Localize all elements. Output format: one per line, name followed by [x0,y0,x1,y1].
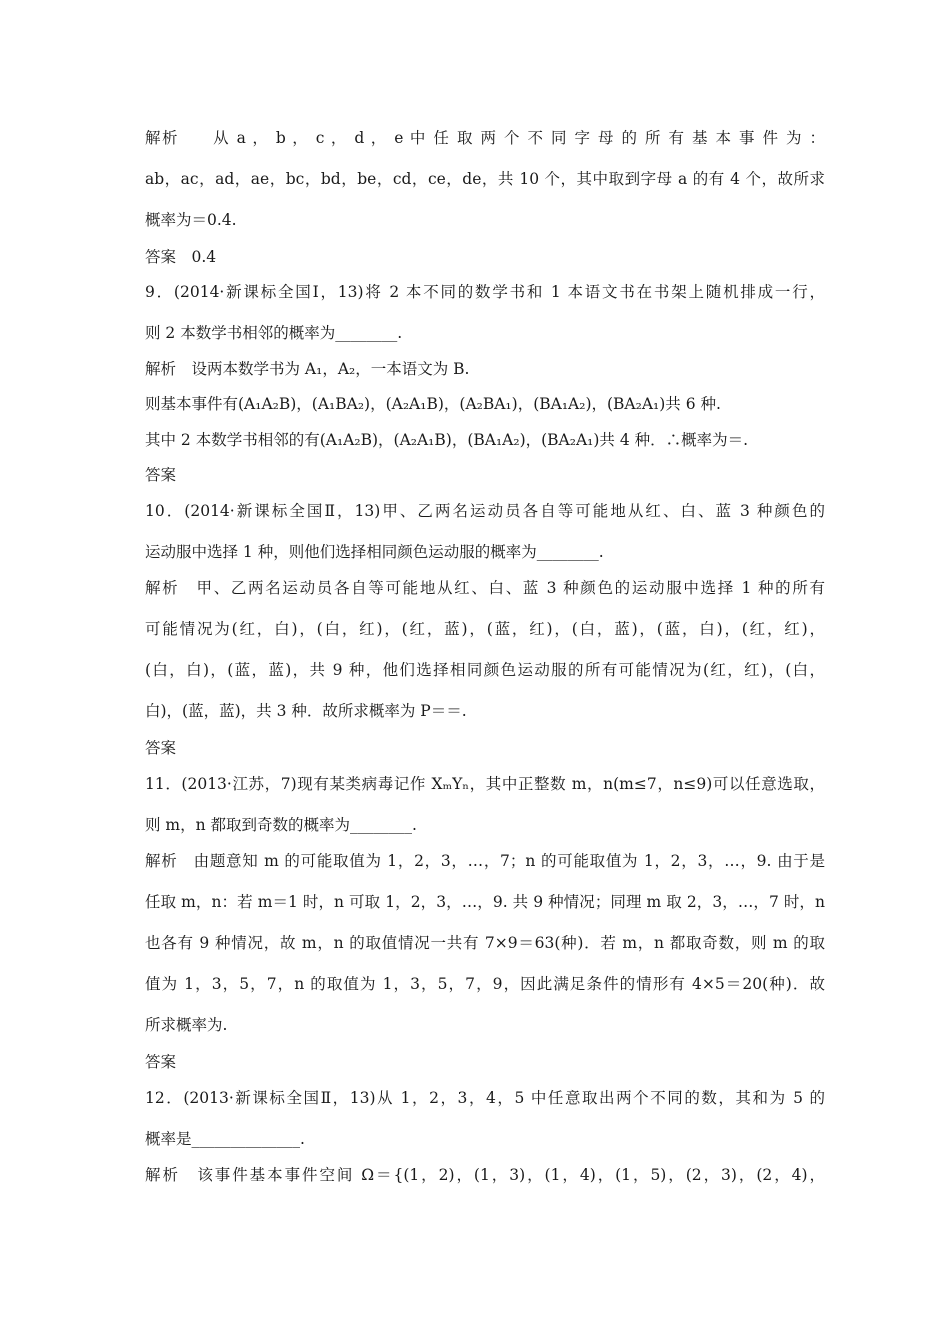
text-line: 则基本事件有(A₁A₂B)，(A₁BA₂)，(A₂A₁B)，(A₂BA₁)，(BA₁A₂)，(BA₂A₁)共 6 种. [145,395,721,413]
text-line: 白)，(蓝，蓝)，共 3 种．故所求概率为 P＝＝. [145,702,467,720]
text-line: 解析 由题意知 m 的可能取值为 1，2，3，…，7；n 的可能取值为 1，2，3，…，9. 由于是 [145,852,825,870]
question-line: 11．(2013·江苏，7)现有某类病毒记作 XₘYₙ，其中正整数 m，n(m≤7，n≤9)可以任意选取， [145,775,825,793]
text-line: 所求概率为. [145,1016,228,1034]
text-line: ab，ac，ad，ae，bc，bd，be，cd，ce，de，共 10 个，其中取到字母 a 的有 4 个，故所求 [145,170,825,188]
text-line: 值为 1，3，5，7，n 的取值为 1，3，5，7，9，因此满足条件的情形有 4×5＝20(种)．故 [145,975,825,993]
text-line: 可能情况为(红，白)，(白，红)，(红，蓝)，(蓝，红)，(白，蓝)，(蓝，白)，(红，红)， [145,620,825,638]
text-line: 解析 该事件基本事件空间 Ω＝{(1，2)，(1，3)，(1，4)，(1，5)，(2，3)，(2，4)， [145,1166,825,1184]
question-line: 运动服中选择 1 种，则他们选择相同颜色运动服的概率为________. [145,543,604,561]
question-line: 则 2 本数学书相邻的概率为________. [145,324,403,342]
text-line: 也各有 9 种情况，故 m，n 的取值情况一共有 7×9＝63(种)．若 m，n 都取奇数，则 m 的取 [145,934,825,952]
text-line: 解析 从 a ， b ， c ， d ， e 中 任 取 两 个 不 同 字 母 的 所 有 基 本 事 件 为 ： [145,129,825,147]
question-line: 12．(2013·新课标全国Ⅱ，13)从 1，2，3，4，5 中任意取出两个不同的数，其和为 5 的 [145,1089,825,1107]
question-line: 9．(2014·新课标全国Ⅰ，13)将 2 本不同的数学书和 1 本语文书在书架上随机排成一行， [145,283,825,301]
text-line: 概率为＝0.4. [145,211,237,229]
answer-line: 答案 [145,466,177,484]
question-line: 则 m，n 都取到奇数的概率为________. [145,816,417,834]
answer-line: 答案 [145,739,177,757]
question-line: 概率是______________. [145,1130,305,1148]
text-line: (白，白)，(蓝，蓝)，共 9 种，他们选择相同颜色运动服的所有可能情况为(红，红)，(白， [145,661,825,679]
text-line: 其中 2 本数学书相邻的有(A₁A₂B)，(A₂A₁B)，(BA₁A₂)，(BA₂A₁)共 4 种．∴概率为＝. [145,431,749,449]
answer-line: 答案 0.4 [145,248,217,266]
answer-line: 答案 [145,1053,177,1071]
text-line: 任取 m，n：若 m＝1 时，n 可取 1，2，3，…，9. 共 9 种情况；同理 m 取 2，3，…，7 时，n [145,893,825,911]
text-line: 解析 设两本数学书为 A₁，A₂，一本语文为 B. [145,360,470,378]
question-line: 10．(2014·新课标全国Ⅱ，13)甲、乙两名运动员各自等可能地从红、白、蓝 3 种颜色的 [145,502,825,520]
text-line: 解析 甲、乙两名运动员各自等可能地从红、白、蓝 3 种颜色的运动服中选择 1 种的所有 [145,579,825,597]
